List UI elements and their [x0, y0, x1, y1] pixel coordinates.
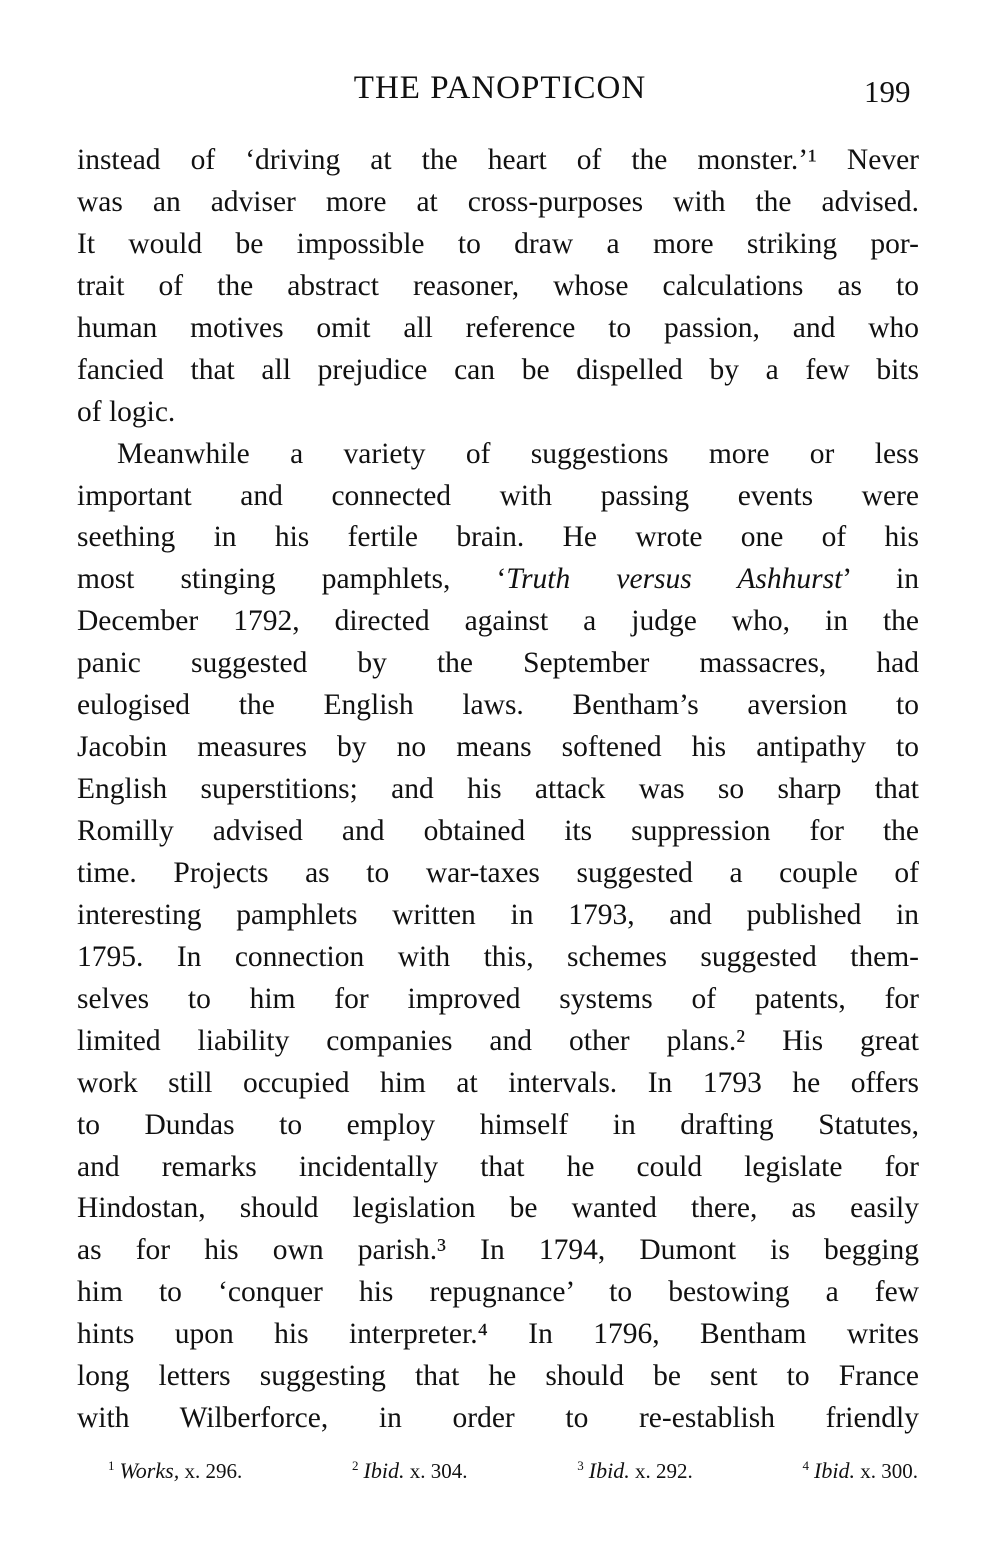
footnote-number: 2 — [352, 1458, 359, 1473]
text-line: important and connected with passing events were — [77, 479, 919, 512]
text-line: of logic. — [77, 395, 176, 428]
text-line: interesting pamphlets written in 1793, and published in — [77, 898, 919, 931]
text-line: Meanwhile a variety of suggestions more or less — [117, 437, 919, 470]
text-line: fancied that all prejudice can be dispelled by a few bits — [77, 353, 919, 386]
text-line: instead of ‘driving at the heart of the monster.’¹ Never — [77, 144, 919, 176]
footnote — [108, 1458, 242, 1484]
text-line: him to ‘conquer his repugnance’ to bestowing a few — [77, 1276, 919, 1309]
running-header-title: THE PANOPTICON — [353, 70, 647, 106]
text-line: long letters suggesting that he should be sent to France — [77, 1360, 919, 1393]
footnote-location: x. 304. — [404, 1459, 468, 1483]
footnotes — [108, 1458, 918, 1484]
text-segment: most stinging pamphlets, ‘ — [77, 563, 507, 596]
text-line: It would be impossible to draw a more striking por- — [77, 227, 919, 260]
text-line: English superstitions; and his attack was so sharp that — [77, 773, 919, 806]
footnote-number: 1 — [108, 1458, 115, 1473]
footnote — [577, 1458, 692, 1484]
text-line: and remarks incidentally that he could legislate for — [77, 1150, 919, 1183]
italic-title: Truth versus Ashhurst — [506, 563, 843, 596]
footnote-ref: Ibid. — [814, 1458, 855, 1483]
text-line: as for his own parish.³ In 1794, Dumont is begging — [77, 1234, 919, 1267]
footnote-location: x. 296. — [179, 1459, 243, 1483]
text-line: to Dundas to employ himself in drafting Statutes, — [77, 1108, 919, 1141]
footnote-number: 3 — [577, 1458, 584, 1473]
text-segment: ’ in — [842, 563, 919, 596]
text-line: selves to him for improved systems of patents, for — [77, 982, 919, 1015]
text-line — [77, 559, 919, 601]
text-line: with Wilberforce, in order to re-establish friendly — [77, 1402, 919, 1435]
text-line: 1795. In connection with this, schemes suggested them- — [77, 940, 919, 973]
text-line: time. Projects as to war-taxes suggested a couple of — [77, 856, 919, 889]
text-line: limited liability companies and other plans.² His great — [77, 1024, 919, 1057]
text-line: human motives omit all reference to passion, and who — [77, 311, 919, 344]
text-line: seething in his fertile brain. He wrote one of his — [77, 521, 919, 554]
text-line: was an adviser more at cross-purposes with the advised. — [77, 185, 919, 218]
text-line: Hindostan, should legislation be wanted there, as easily — [77, 1192, 919, 1225]
footnote-ref: Works, — [119, 1458, 180, 1483]
footnote-location: x. 292. — [629, 1459, 693, 1483]
footnote-ref: Ibid. — [363, 1458, 405, 1483]
text-line: Romilly advised and obtained its suppression for the — [77, 815, 919, 847]
text-line: panic suggested by the September massacres, had — [77, 647, 919, 680]
text-line: eulogised the English laws. Bentham’s aversion to — [77, 689, 919, 722]
text-line: trait of the abstract reasoner, whose calculations as to — [77, 269, 919, 302]
text-line: work still occupied him at intervals. In 1793 he offers — [77, 1066, 919, 1099]
footnote-ref: Ibid. — [588, 1458, 630, 1483]
footnote-number: 4 — [802, 1458, 810, 1473]
page-number: 199 — [864, 74, 911, 109]
text-line: Jacobin measures by no means softened his antipathy to — [77, 731, 919, 764]
body-text — [77, 140, 919, 1440]
footnote — [803, 1458, 918, 1484]
text-line: December 1792, directed against a judge who, in the — [77, 605, 919, 638]
footnote — [352, 1458, 467, 1484]
text-line: hints upon his interpreter.⁴ In 1796, Bentham writes — [77, 1318, 919, 1351]
footnote-location: x. 300. — [855, 1459, 918, 1483]
